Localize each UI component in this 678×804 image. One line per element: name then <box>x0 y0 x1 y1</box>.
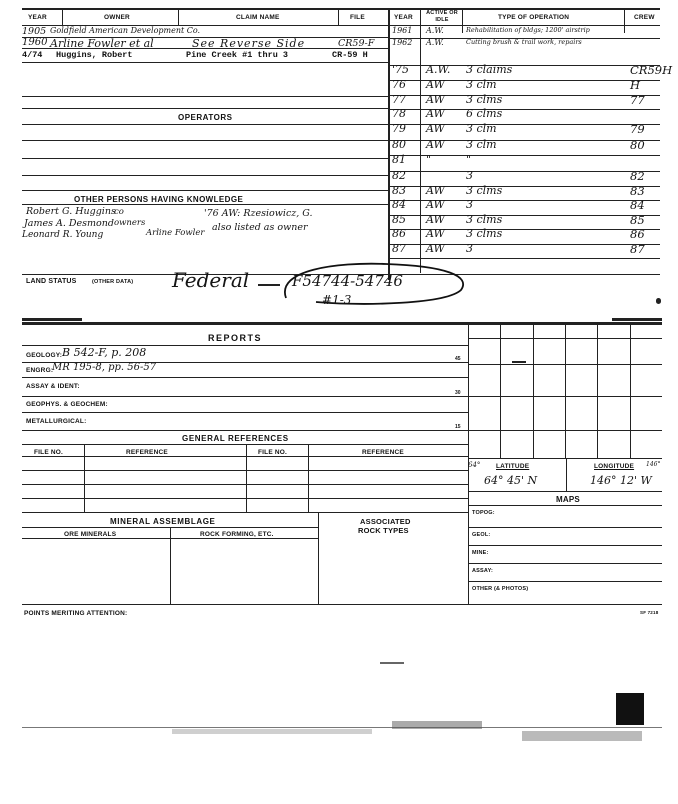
owner-row-2-claim: See Reverse Side <box>192 37 306 50</box>
activity-row-type: Cutting brush & trail work, repairs <box>466 38 582 46</box>
activity-row-year: 84 <box>392 198 406 211</box>
activity-row-status: AW <box>426 213 445 226</box>
reports-num-30: 30 <box>455 390 461 396</box>
activity-row-crew: 87 <box>630 242 645 256</box>
engrg-label: ENGRG: <box>26 367 54 374</box>
activity-row-type: 3 clm <box>466 138 497 151</box>
activity-row-crew: 84 <box>630 198 645 212</box>
latitude-value: 64° 45' N <box>484 474 538 487</box>
operators-title: OPERATORS <box>178 113 233 122</box>
activity-row-type: 3 claims <box>466 63 513 76</box>
activity-row-crew: 86 <box>630 227 645 241</box>
latitude-prefix: 64° <box>468 461 481 469</box>
rock-forming-header: ROCK FORMING, ETC. <box>200 531 274 538</box>
activity-row-type: 3 <box>466 169 473 182</box>
activity-col-year-header: YEAR <box>394 14 413 21</box>
longitude-label: LONGITUDE <box>594 463 635 470</box>
activity-row-status: AW <box>426 138 445 151</box>
col-claim-name-header: CLAIM NAME <box>236 14 280 21</box>
activity-col-crew-header: CREW <box>634 14 655 21</box>
activity-row-status: AW <box>426 227 445 240</box>
scan-speck <box>656 298 661 304</box>
activity-row-type: 3 clm <box>466 78 497 91</box>
activity-row-crew: 77 <box>630 93 645 107</box>
owner-row-2-owner: Arline Fowler et al <box>50 37 154 50</box>
activity-row-year: 76 <box>392 78 406 91</box>
activity-row-type: 3 clms <box>466 184 503 197</box>
activity-row-type: Rehabilitation of bldgs; 1200' airstrip <box>466 26 590 34</box>
ore-minerals-header: ORE MINERALS <box>64 531 117 538</box>
activity-row-year: 86 <box>392 227 406 240</box>
activity-row-year: 1962 <box>392 38 413 47</box>
land-status-claims: #1-3 <box>322 293 352 307</box>
knowledge-name-2: James A. Desmond <box>24 218 114 229</box>
owner-row-2-year: 1960 <box>22 37 48 48</box>
longitude-suffix: 146° <box>646 461 661 468</box>
col-year-header: YEAR <box>28 14 47 21</box>
owner-row-3-claim: Pine Creek #1 thru 3 <box>186 50 289 60</box>
activity-row-crew: CR59H <box>630 63 673 77</box>
col-owner-header: OWNER <box>104 14 130 21</box>
activity-row-crew: H <box>630 78 641 92</box>
land-status-sublabel: (OTHER DATA) <box>92 279 134 285</box>
knowledge-note-1: '76 AW: Rzesiowicz, G. <box>204 208 313 219</box>
activity-row-status: AW <box>426 93 445 106</box>
col-file-header: FILE <box>350 14 365 21</box>
activity-col-type-header: TYPE OF OPERATION <box>498 14 570 21</box>
activity-row-year: 1961 <box>392 26 413 35</box>
activity-row-year: 82 <box>392 169 406 182</box>
activity-row-year: 81 <box>392 153 406 166</box>
activity-row-type: 3 clms <box>466 213 503 226</box>
ref-col-file-no-2: FILE NO. <box>258 449 288 456</box>
activity-row-crew: 83 <box>630 184 645 198</box>
points-meriting-attention-label: POINTS MERITING ATTENTION: <box>24 610 128 617</box>
activity-row-year: 85 <box>392 213 406 226</box>
general-references-title: GENERAL REFERENCES <box>182 434 289 443</box>
activity-row-type: " <box>466 153 472 166</box>
activity-row-status: AW <box>426 242 445 255</box>
metallurgical-label: METALLURGICAL: <box>26 418 87 425</box>
reports-num-45: 45 <box>455 356 461 362</box>
maps-title: MAPS <box>556 495 580 504</box>
scan-edge-noise <box>22 715 672 755</box>
activity-row-status: AW <box>426 122 445 135</box>
activity-row-crew: 85 <box>630 213 645 227</box>
mine-map-label: MINE: <box>472 550 489 556</box>
topog-label: TOPOG: <box>472 510 495 516</box>
owner-row-1-owner: Goldfield American Development Co. <box>50 26 201 35</box>
associated-title-2: ROCK TYPES <box>358 526 409 535</box>
activity-row-type: 6 clms <box>466 107 503 120</box>
mineral-assemblage-title: MINERAL ASSEMBLAGE <box>110 517 216 526</box>
activity-row-year: 83 <box>392 184 406 197</box>
activity-row-year: 77 <box>392 93 406 106</box>
activity-row-year: 87 <box>392 242 406 255</box>
activity-row-crew: 79 <box>630 122 645 136</box>
form-number: SF 7218 <box>640 610 659 615</box>
engrg-value: MR 195-8, pp. 56-57 <box>52 362 157 373</box>
owner-row-2-file: CR59-F <box>338 38 375 49</box>
owner-row-3-file: CR-59 H <box>332 50 368 60</box>
owner-row-3-year: 4/74 <box>22 50 43 60</box>
knowledge-name-3: Leonard R. Young <box>22 230 104 240</box>
activity-row-status: AW <box>426 78 445 91</box>
ref-col-reference: REFERENCE <box>126 449 168 456</box>
scan-speck <box>380 662 404 664</box>
activity-row-status: A.W. <box>426 38 444 47</box>
activity-row-year: '75 <box>392 63 410 76</box>
reports-num-15: 15 <box>455 424 461 430</box>
other-photos-label: OTHER (& PHOTOS) <box>472 586 529 592</box>
activity-row-status: AW <box>426 184 445 197</box>
land-status-label: LAND STATUS <box>26 278 77 285</box>
activity-row-year: 80 <box>392 138 406 151</box>
knowledge-name-1: Robert G. Huggins <box>26 206 116 217</box>
owner-row-3-owner: Huggins, Robert <box>56 50 133 60</box>
activity-row-status: AW <box>426 107 445 120</box>
land-status-file-range: F54744-54746 <box>292 272 403 290</box>
latitude-label: LATITUDE <box>496 463 530 470</box>
reports-title: REPORTS <box>208 333 263 343</box>
knowledge-bracket-note-1: co owners <box>114 207 146 228</box>
activity-row-type: 3 <box>466 242 473 255</box>
activity-row-crew: 80 <box>630 138 645 152</box>
knowledge-bracket-note-2: Arline Fowler <box>146 228 205 238</box>
land-status-value: Federal <box>172 268 250 292</box>
activity-row-status: " <box>426 153 432 166</box>
geol-map-label: GEOL: <box>472 532 491 538</box>
owner-row-1-year: 1905 <box>22 26 47 37</box>
ref-col-reference-2: REFERENCE <box>362 449 404 456</box>
activity-row-status: A.W. <box>426 26 444 35</box>
activity-row-crew: 82 <box>630 169 645 183</box>
geology-value: B 542-F, p. 208 <box>62 346 147 359</box>
activity-row-type: 3 clm <box>466 122 497 135</box>
longitude-value: 146° 12' W <box>590 474 652 487</box>
other-persons-title: OTHER PERSONS HAVING KNOWLEDGE <box>74 195 244 204</box>
activity-row-status: A.W. <box>426 63 451 76</box>
associated-title-1: ASSOCIATED <box>360 517 411 526</box>
activity-col-active-header: ACTIVE OR IDLE <box>426 10 458 23</box>
knowledge-note-2: also listed as owner <box>212 222 308 233</box>
assay-ident-label: ASSAY & IDENT: <box>26 383 80 390</box>
activity-row-year: 78 <box>392 107 406 120</box>
ref-col-file-no: FILE NO. <box>34 449 64 456</box>
activity-row-status: AW <box>426 198 445 211</box>
assay-map-label: ASSAY: <box>472 568 494 574</box>
activity-row-type: 3 <box>466 198 473 211</box>
activity-row-year: 79 <box>392 122 406 135</box>
geology-label: GEOLOGY: <box>26 352 63 359</box>
geophys-label: GEOPHYS. & GEOCHEM: <box>26 401 108 408</box>
activity-row-type: 3 clms <box>466 227 503 240</box>
activity-row-type: 3 clms <box>466 93 503 106</box>
